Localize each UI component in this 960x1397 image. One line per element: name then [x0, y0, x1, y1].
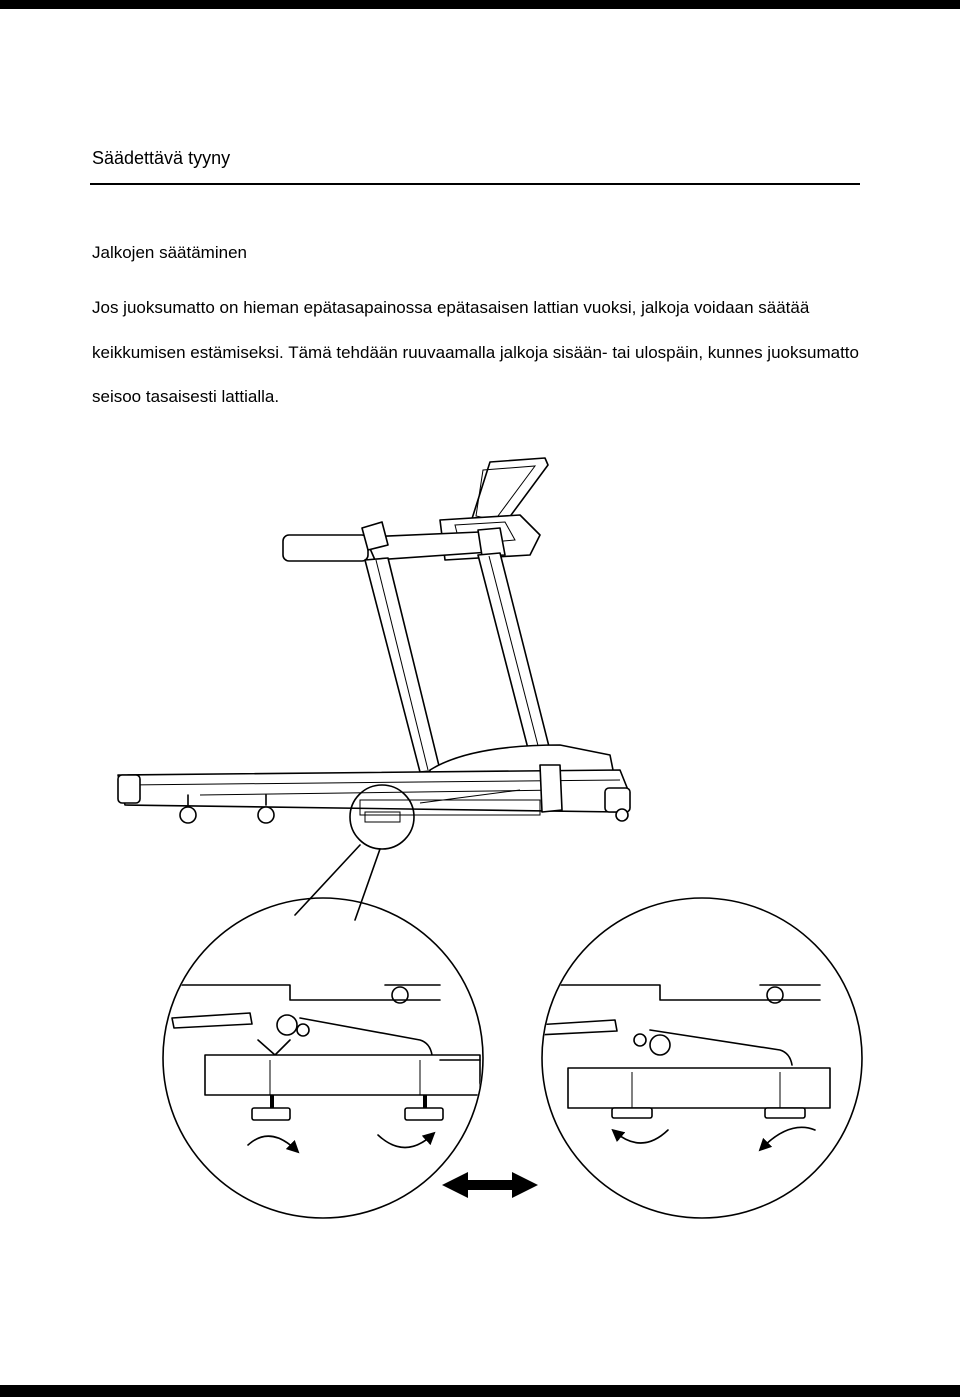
section-title: Säädettävä tyyny [92, 148, 231, 168]
rotation-arrow-icon [248, 1136, 296, 1150]
sub-heading: Jalkojen säätäminen [92, 243, 247, 262]
adjustable-foot-detail-extended [160, 898, 483, 1218]
instruction-paragraph: Jos juoksumatto on hieman epätasapainossa epätasaisen lattian vuoksi, jalkoja voidaan säätää keikkumisen estämiseksi. Tämä tehdään ruuvaamalla jalkoja sisään- tai ulospäin, kunnes juoksumatto seisoo tasaisesti lattialla. [92, 298, 859, 406]
top-border-bar [0, 0, 960, 9]
callout-line-left [295, 845, 360, 915]
rotation-arrow-icon [762, 1127, 815, 1148]
rotation-arrow-icon [378, 1135, 432, 1148]
treadmill-illustration [0, 440, 960, 1300]
adjustable-foot-detail-retracted [535, 898, 862, 1218]
callout-line-right [355, 849, 380, 920]
treadmill-drawing [118, 458, 630, 849]
bottom-border-bar [0, 1385, 960, 1397]
rotation-arrow-icon [615, 1130, 668, 1143]
double-arrow-icon [442, 1172, 538, 1198]
title-divider [90, 183, 860, 185]
